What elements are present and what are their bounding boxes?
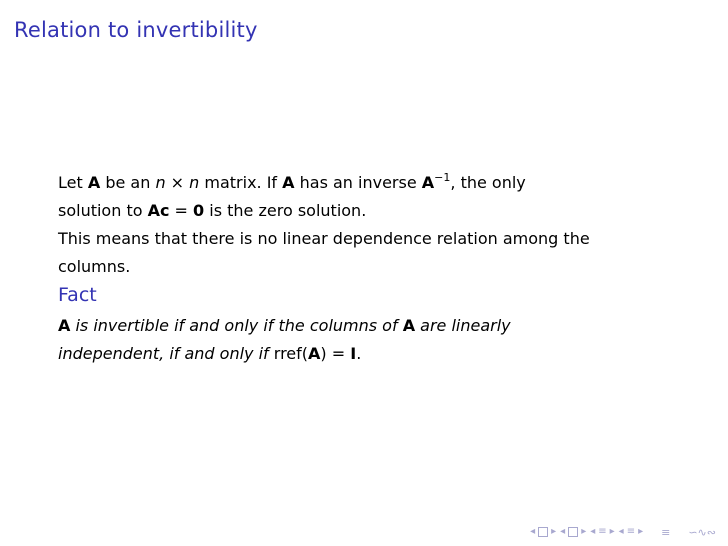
nav-frame-controls[interactable] — [530, 527, 556, 537]
navigation-bar — [530, 524, 716, 540]
nav-equiv-icon: ≡ — [598, 526, 607, 537]
frame-title: Relation to invertibility — [14, 18, 258, 42]
nav-prev-icon[interactable]: ◂ — [618, 526, 624, 537]
text-line-3: This means that there is no linear dependence relation among the — [58, 229, 590, 248]
nav-prev-icon[interactable]: ◂ — [590, 526, 596, 537]
text-line-1: Let A be an n × n matrix. If A has an inverse $A^{-1}$, the only — [58, 171, 526, 192]
nav-search-icon[interactable]: ∽∿∾ — [688, 525, 716, 539]
fact-title: Fact — [58, 284, 97, 306]
nav-next-icon[interactable]: ▸ — [638, 526, 644, 537]
nav-section-controls[interactable] — [590, 527, 614, 537]
nav-equiv-icon: ≡ — [626, 526, 636, 537]
body-text — [58, 164, 678, 281]
nav-prev-icon[interactable]: ◂ — [560, 526, 566, 537]
nav-subsection-controls[interactable] — [560, 527, 586, 537]
nav-next-icon[interactable]: ▸ — [551, 526, 557, 537]
nav-box-icon — [538, 527, 548, 537]
fact-line-1: A is invertible if and only if the columns of A are linearly — [58, 316, 511, 335]
nav-next-icon[interactable]: ▸ — [609, 526, 615, 537]
nav-stack-icon — [568, 527, 578, 537]
text-line-4: columns. — [58, 257, 131, 276]
fact-line-2: independent, if and only if rref(A) = I. — [58, 344, 362, 363]
nav-align-icon[interactable]: ≡ — [661, 525, 671, 539]
nav-next-icon[interactable]: ▸ — [581, 526, 587, 537]
text-line-2: solution to Ac = 0 is the zero solution. — [58, 201, 367, 220]
fact-body — [58, 312, 678, 368]
nav-document-controls[interactable] — [619, 527, 643, 537]
nav-prev-icon[interactable]: ◂ — [530, 526, 536, 537]
